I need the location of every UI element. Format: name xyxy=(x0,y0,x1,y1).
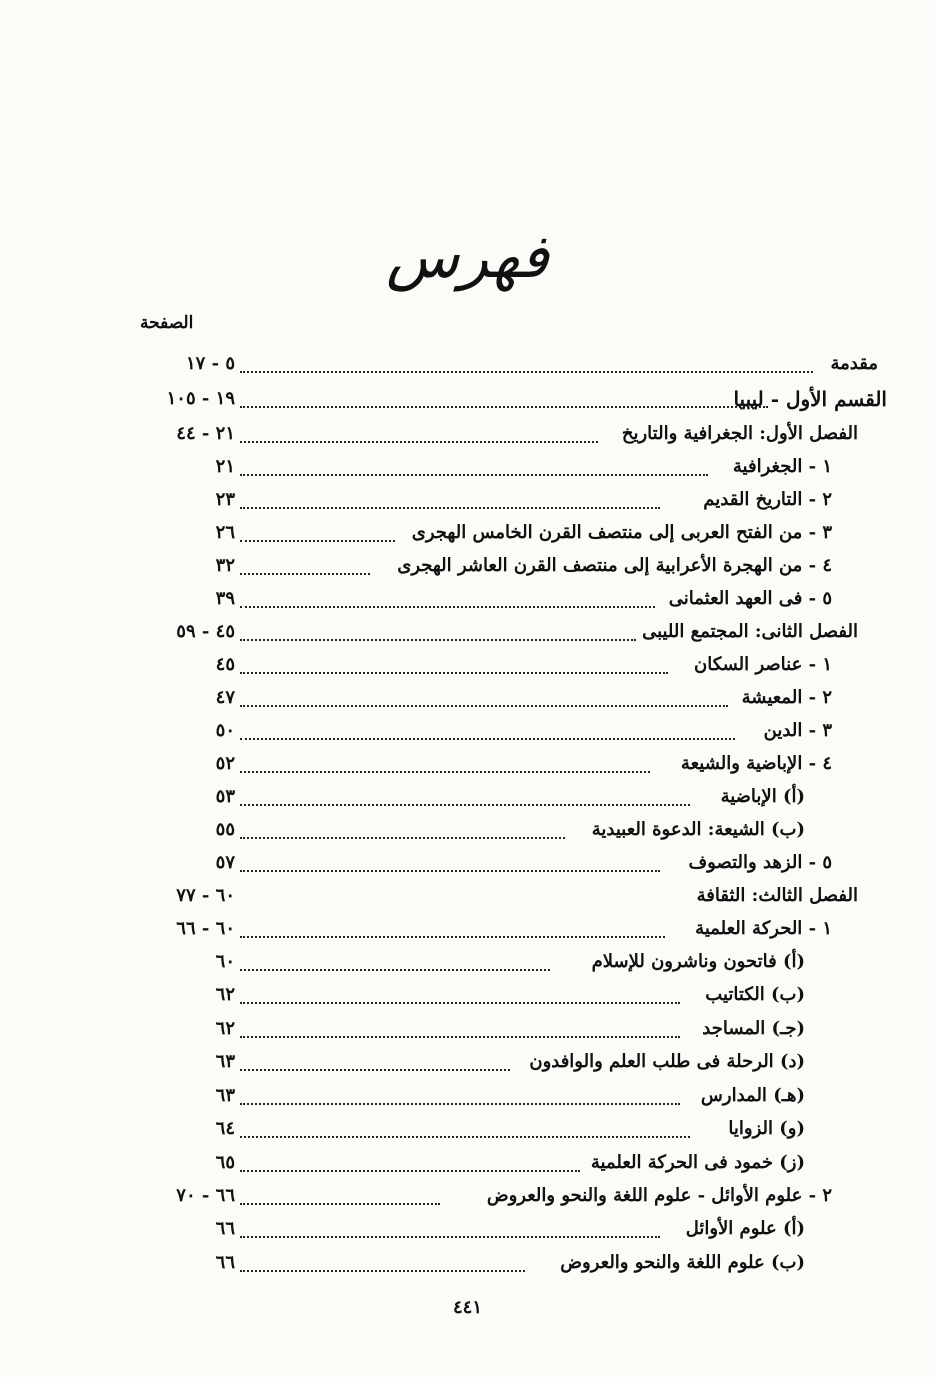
toc-entry-page: ٦٦ xyxy=(215,1252,235,1273)
page-column-header: الصفحة xyxy=(140,313,194,333)
toc-entry xyxy=(0,815,935,845)
toc-leader-dots xyxy=(240,371,813,373)
toc-entry-page: ٦٠ - ٧٧ xyxy=(176,885,235,906)
toc-entry-title: ١ - عناصر السكان xyxy=(693,654,832,675)
toc-entry-page: ٥٧ xyxy=(215,852,235,873)
toc-entry-page: ٦٤ xyxy=(215,1118,235,1139)
toc-leader-dots xyxy=(240,606,655,608)
toc-entry-page: ٣٢ xyxy=(215,555,235,576)
toc-leader-dots xyxy=(240,1170,580,1172)
toc-leader-dots xyxy=(240,936,665,938)
toc-entry-page: ٦٢ xyxy=(215,984,235,1005)
toc-entry-page: ٥ - ١٧ xyxy=(185,353,235,374)
toc-entry-title: ١ - الحركة العلمية xyxy=(695,918,832,939)
toc-leader-dots xyxy=(240,1270,525,1272)
toc-entry-title: (ب) علوم اللغة والنحو والعروض xyxy=(560,1252,805,1273)
toc-entry-title: ١ - الجغرافية xyxy=(732,456,832,477)
toc-leader-dots xyxy=(240,672,668,674)
toc-entry xyxy=(0,914,935,944)
toc-leader-dots xyxy=(240,1236,660,1238)
toc-entry-title: مقدمة xyxy=(830,353,878,374)
toc-leader-dots xyxy=(240,1036,680,1038)
toc-entry-page: ٣٩ xyxy=(215,588,235,609)
toc-entry-title: (هـ) المدارس xyxy=(700,1085,805,1106)
toc-leader-dots xyxy=(240,441,598,443)
toc-entry-title: (جـ) المساجد xyxy=(702,1018,805,1039)
toc-entry xyxy=(0,650,935,680)
toc-entry-page: ٦٠ xyxy=(215,951,235,972)
toc-entry-title: (د) الرحلة فى طلب العلم والوافدون xyxy=(529,1051,805,1072)
toc-entry xyxy=(0,848,935,878)
toc-entry xyxy=(0,1181,935,1211)
toc-entry-title: ٥ - فى العهد العثمانى xyxy=(668,588,832,609)
toc-entry-page: ٥٥ xyxy=(215,819,235,840)
toc-leader-dots xyxy=(240,837,565,839)
toc-entry-page: ٢٣ xyxy=(215,489,235,510)
toc-leader-dots xyxy=(240,540,395,542)
toc-entry xyxy=(0,1081,935,1111)
toc-entry-page: ٦٦ - ٧٠ xyxy=(176,1185,235,1206)
toc-entry-page: ٥٣ xyxy=(215,786,235,807)
toc-entry-title: ٤ - الإباضية والشيعة xyxy=(680,753,832,774)
toc-entry-page: ٦٣ xyxy=(215,1051,235,1072)
toc-leader-dots xyxy=(240,1069,510,1071)
toc-entry-page: ١٩ - ١٠٥ xyxy=(166,388,235,409)
toc-entry xyxy=(0,1248,935,1278)
toc-leader-dots xyxy=(240,1136,690,1138)
toc-entry-title: ٢ - التاريخ القديم xyxy=(703,489,832,510)
toc-entry-title: (ب) الشيعة: الدعوة العبيدية xyxy=(591,819,805,840)
toc-leader-dots xyxy=(240,969,550,971)
toc-leader-dots xyxy=(240,738,735,740)
toc-entry xyxy=(0,716,935,746)
toc-entry xyxy=(0,1014,935,1044)
toc-entry-title: ٣ - الدين xyxy=(763,720,832,741)
toc-entry-title: (و) الزوايا xyxy=(728,1118,805,1139)
toc-leader-dots xyxy=(240,1203,440,1205)
toc-entry-title: الفصل الأول: الجغرافية والتاريخ xyxy=(621,423,858,444)
toc-entry-title: ٤ - من الهجرة الأعرابية إلى منتصف القرن العاشر الهجرى xyxy=(397,555,832,576)
toc-entry-page: ٤٥ - ٥٩ xyxy=(176,621,235,642)
toc-entry xyxy=(0,1047,935,1077)
toc-entry-title: (أ) الإباضية xyxy=(720,786,805,807)
toc-leader-dots xyxy=(240,804,690,806)
toc-entry-page: ٥٠ xyxy=(215,720,235,741)
toc-entry-title: (أ) فاتحون وناشرون للإسلام xyxy=(591,951,805,972)
toc-entry-title: (ب) الكتاتيب xyxy=(705,984,805,1005)
toc-leader-dots xyxy=(240,870,660,872)
toc-entry-title: القسم الأول - ليبيا xyxy=(733,387,887,411)
toc-entry xyxy=(0,881,935,911)
toc-entry-page: ٤٧ xyxy=(215,687,235,708)
toc-entry xyxy=(0,782,935,812)
toc-entry-page: ٥٢ xyxy=(215,753,235,774)
toc-entry xyxy=(0,384,935,414)
page-number: ٤٤١ xyxy=(452,1297,482,1318)
toc-entry xyxy=(0,683,935,713)
page-title: فهرس xyxy=(386,222,549,292)
toc-entry-title: (ز) خمود فى الحركة العلمية xyxy=(590,1152,805,1173)
toc-entry-page: ٦٠ - ٦٦ xyxy=(176,918,235,939)
toc-entry xyxy=(0,551,935,581)
toc-entry-page: ٢١ - ٤٤ xyxy=(176,423,235,444)
toc-entry xyxy=(0,947,935,977)
toc-leader-dots xyxy=(240,705,728,707)
toc-entry xyxy=(0,749,935,779)
toc-leader-dots xyxy=(240,771,650,773)
toc-entry-title: ٢ - علوم الأوائل - علوم اللغة والنحو والعروض xyxy=(486,1185,832,1206)
toc-entry xyxy=(0,584,935,614)
toc-entry xyxy=(0,349,935,379)
toc-entry-title: (أ) علوم الأوائل xyxy=(685,1218,805,1239)
toc-entry xyxy=(0,617,935,647)
toc-entry-title: ٥ - الزهد والتصوف xyxy=(688,852,832,873)
toc-entry xyxy=(0,1214,935,1244)
toc-entry-page: ٦٦ xyxy=(215,1218,235,1239)
toc-entry xyxy=(0,419,935,449)
toc-entry-title: الفصل الثانى: المجتمع الليبى xyxy=(642,621,858,642)
toc-leader-dots xyxy=(240,507,660,509)
toc-entry-page: ٢٦ xyxy=(215,522,235,543)
toc-entry-page: ٦٢ xyxy=(215,1018,235,1039)
toc-leader-dots xyxy=(240,1002,680,1004)
toc-entry xyxy=(0,980,935,1010)
toc-entry-page: ٦٥ xyxy=(215,1152,235,1173)
toc-leader-dots xyxy=(240,406,768,408)
toc-entry xyxy=(0,1148,935,1178)
toc-entry xyxy=(0,452,935,482)
toc-entry-page: ٤٥ xyxy=(215,654,235,675)
toc-entry xyxy=(0,1114,935,1144)
toc-leader-dots xyxy=(240,1103,680,1105)
toc-entry xyxy=(0,518,935,548)
toc-entry-title: ٢ - المعيشة xyxy=(741,687,832,708)
toc-leader-dots xyxy=(240,474,708,476)
toc-entry xyxy=(0,485,935,515)
toc-entry-title: الفصل الثالث: الثقافة xyxy=(696,885,858,906)
toc-leader-dots xyxy=(240,573,370,575)
toc-entry-title: ٣ - من الفتح العربى إلى منتصف القرن الخامس الهجرى xyxy=(411,522,832,543)
toc-entry-page: ٢١ xyxy=(215,456,235,477)
toc-entry-page: ٦٣ xyxy=(215,1085,235,1106)
toc-leader-dots xyxy=(240,639,636,641)
